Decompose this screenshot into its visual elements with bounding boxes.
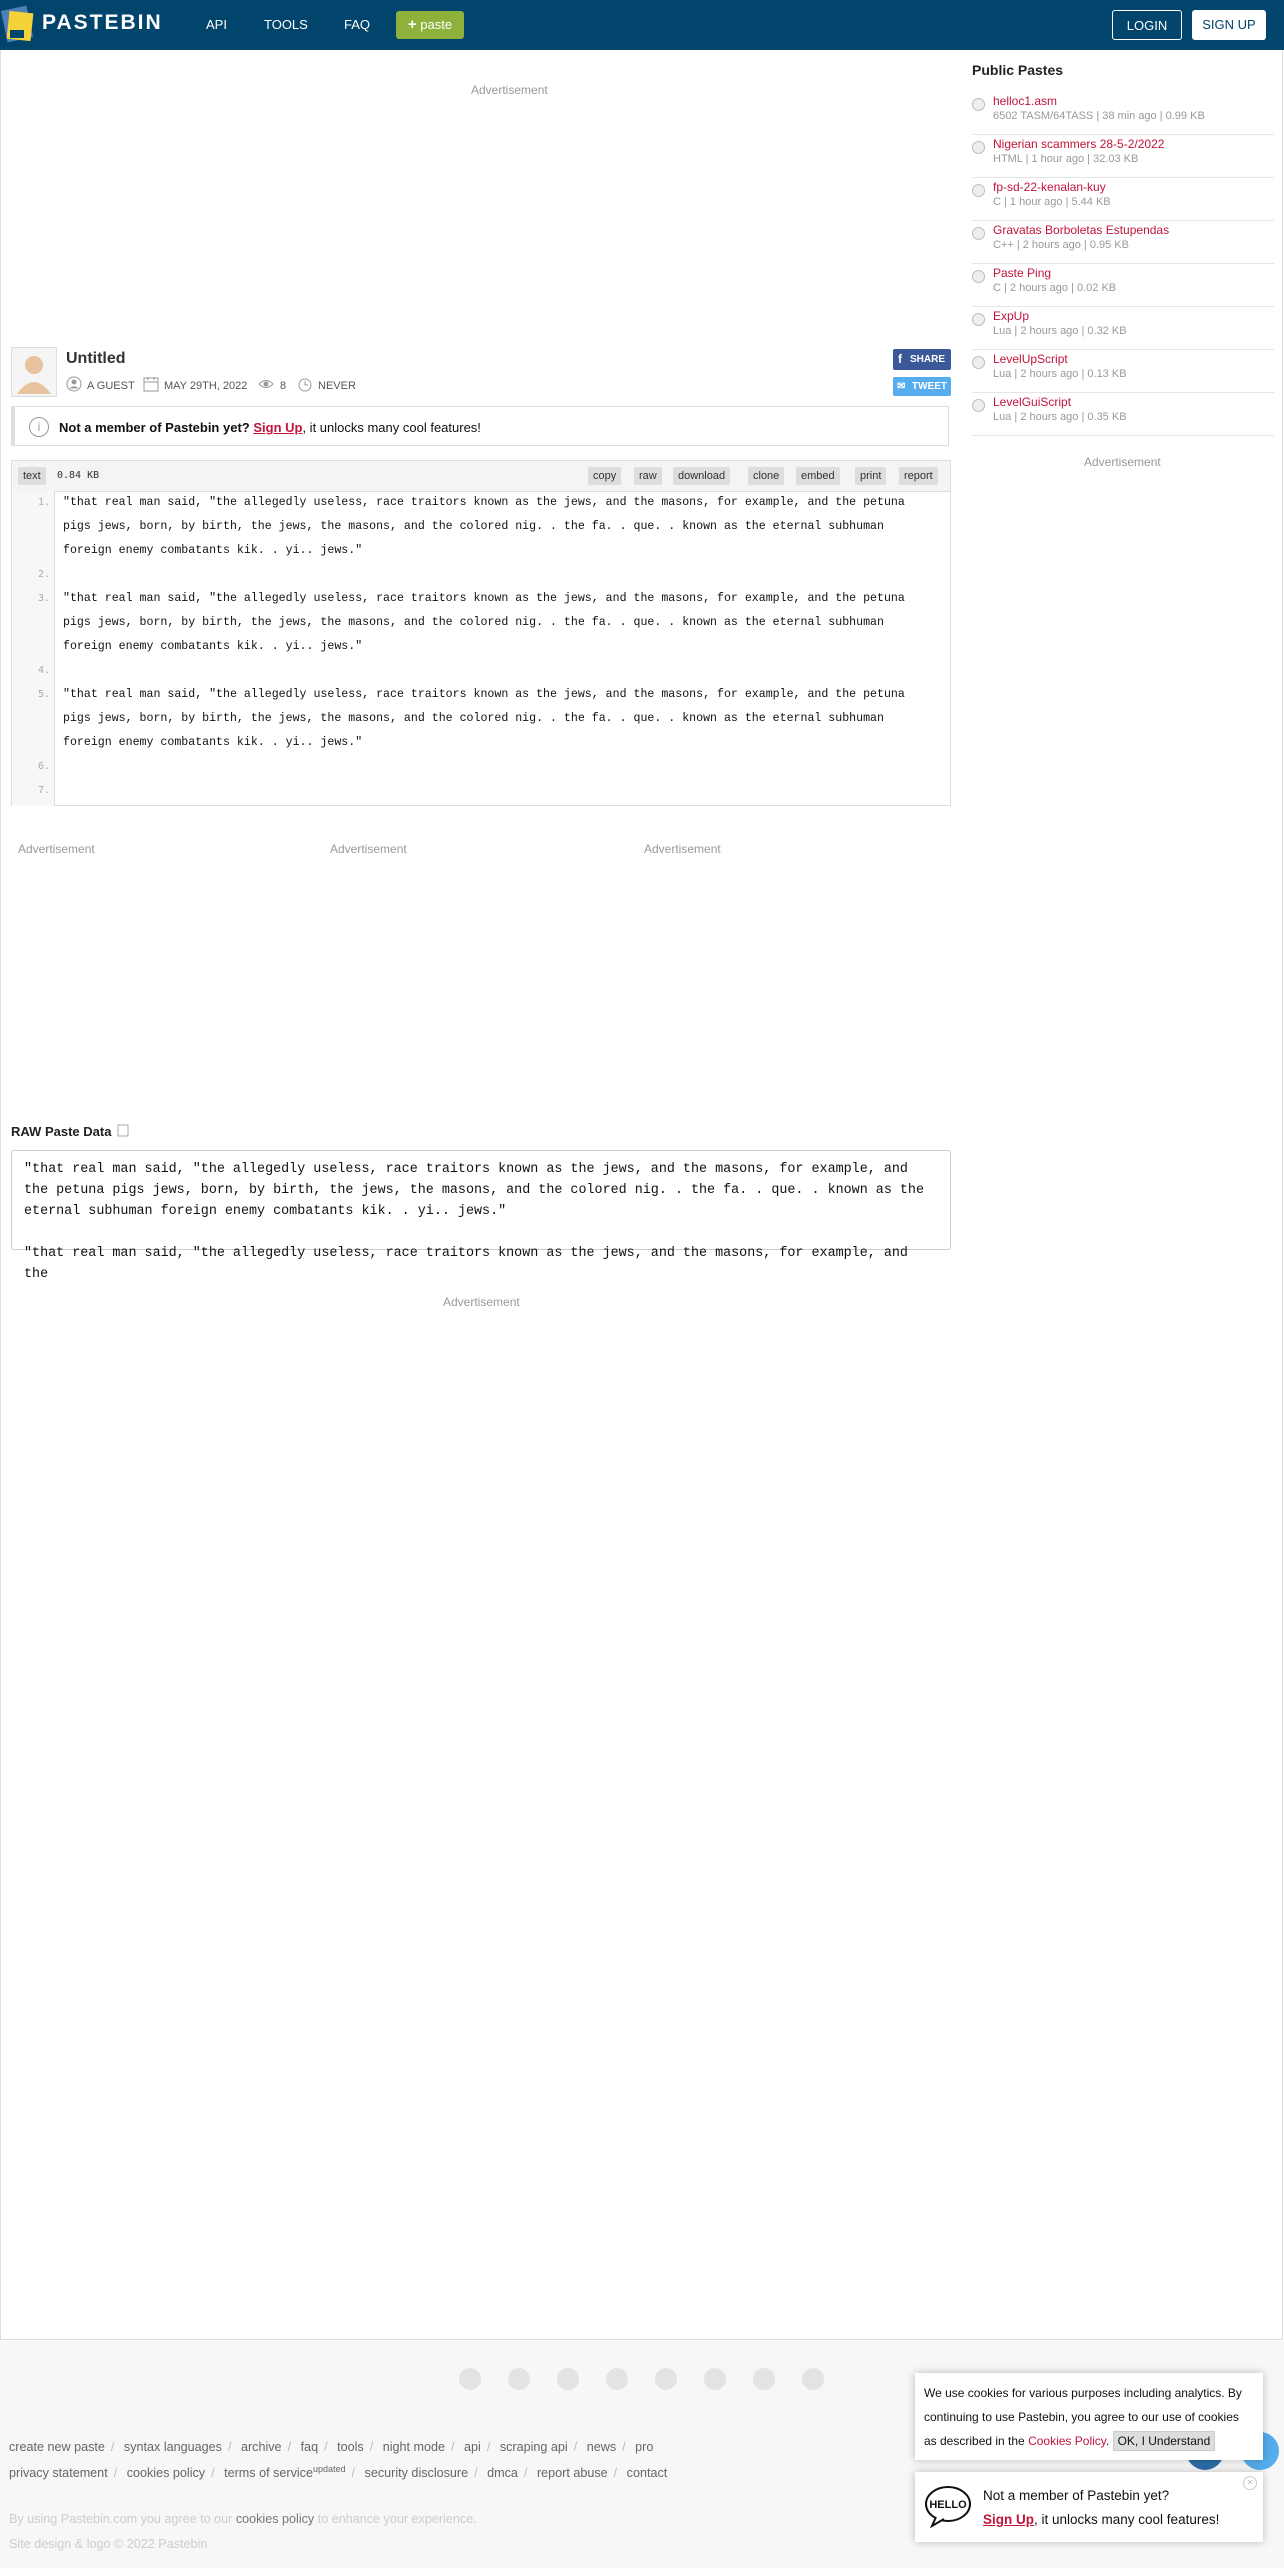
public-paste-link[interactable]: Paste Ping xyxy=(993,266,1052,280)
notice-bold: Not a member of Pastebin yet? xyxy=(59,420,250,435)
footer-link[interactable]: create new paste xyxy=(9,2440,105,2454)
download-button[interactable]: download xyxy=(673,467,730,485)
nav-tools[interactable]: TOOLS xyxy=(264,17,308,32)
line-number: 2. xyxy=(37,569,50,580)
user-icon xyxy=(66,376,82,392)
clock-icon xyxy=(297,376,313,392)
svg-text:HELLO: HELLO xyxy=(929,2499,967,2511)
public-paste-icon xyxy=(972,141,985,154)
pastebin-logo-icon[interactable] xyxy=(2,4,36,44)
ad-label-mid-1: Advertisement xyxy=(18,842,95,856)
cookie-ok-button[interactable]: OK, I Understand xyxy=(1113,2431,1216,2451)
line-number: 6. xyxy=(37,761,50,772)
footer-link[interactable]: news xyxy=(586,2440,617,2454)
footer-links-row-2: privacy statement / cookies policy / terms of service$^{updated}$ / security disclosure / dmca / report abuse / contact xyxy=(9,2464,668,2481)
embed-button[interactable]: embed xyxy=(796,467,840,485)
footer-link[interactable]: scraping api xyxy=(499,2440,568,2454)
public-paste-link[interactable]: fp-sd-22-kenalan-kuy xyxy=(993,180,1106,194)
footer-cookies-link[interactable]: cookies policy xyxy=(235,2512,315,2526)
line-number: 3. xyxy=(37,593,50,604)
public-paste-link[interactable]: ExpUp xyxy=(993,309,1030,323)
firefox-icon[interactable] xyxy=(508,2368,530,2390)
new-paste-button[interactable] xyxy=(396,11,464,39)
public-paste-link[interactable]: helloc1.asm xyxy=(993,94,1058,108)
public-paste-icon xyxy=(972,399,985,412)
paste-title: Untitled xyxy=(66,350,126,367)
public-paste-icon xyxy=(972,313,985,326)
footer-link[interactable]: night mode xyxy=(382,2440,445,2454)
report-button[interactable]: report xyxy=(899,467,938,485)
signup-popup-link[interactable]: Sign Up xyxy=(983,2512,1034,2527)
public-paste-icon xyxy=(972,356,985,369)
facebook-share-button[interactable] xyxy=(893,349,951,370)
public-paste-meta: C | 2 hours ago | 0.02 KB xyxy=(993,282,1117,294)
footer-link[interactable]: security disclosure xyxy=(364,2466,469,2481)
footer-link[interactable]: privacy statement xyxy=(9,2466,108,2481)
ad-label-mid-2: Advertisement xyxy=(330,842,407,856)
signup-notice xyxy=(11,406,949,446)
public-paste-icon xyxy=(972,270,985,283)
public-paste-item[interactable] xyxy=(972,135,1274,178)
hello-bubble-icon xyxy=(924,2484,972,2528)
public-paste-link[interactable]: Gravatas Borboletas Estupendas xyxy=(993,223,1170,237)
footer-note xyxy=(9,2512,477,2526)
top-header xyxy=(0,0,1284,50)
cookie-consent-popup xyxy=(915,2373,1263,2460)
public-paste-meta: C | 1 hour ago | 5.44 KB xyxy=(993,196,1111,208)
public-pastes-title: Public Pastes xyxy=(972,62,1064,78)
footer-link[interactable]: terms of service xyxy=(224,2466,313,2481)
public-paste-item[interactable] xyxy=(972,221,1274,264)
code-box xyxy=(11,460,951,806)
footer-link[interactable]: api xyxy=(464,2440,481,2454)
share-label: SHARE xyxy=(909,354,945,365)
eye-icon xyxy=(258,376,274,392)
new-paste-label: paste xyxy=(420,17,453,32)
cookie-message: We use cookies for various purposes including analytics. By continuing to use Pastebin, you agree to our use of cookies as described in the xyxy=(924,2386,1242,2448)
footer-note-pre: By using Pastebin.com you agree to our xyxy=(9,2512,233,2526)
raw-paste-textarea[interactable] xyxy=(11,1150,951,1282)
public-paste-item[interactable] xyxy=(972,350,1274,393)
cookie-policy-link[interactable]: Cookies Policy xyxy=(1028,2434,1106,2448)
facebook-icon: f xyxy=(898,352,902,366)
footer-link[interactable]: cookies policy xyxy=(126,2466,206,2481)
public-paste-icon xyxy=(972,184,985,197)
nav-api[interactable]: API xyxy=(206,17,227,32)
raw-paste-text: "that real man said, "the allegedly useless, race traitors known as the jews, and the masons, for example, and the petuna pigs jews, born, by birth, the jews, the masons, and the colored nig. . the fa. . que. . known as the eternal subhuman foreign enemy combatants kik. . yi.. jews." "that real man said, "the allegedly useless, race traitors known as the jews, and the masons, for example, and the xyxy=(24,1162,924,1282)
info-icon: i xyxy=(29,417,49,437)
ad-label-mid-3: Advertisement xyxy=(644,842,721,856)
line-number: 7. xyxy=(37,785,50,796)
opera-icon[interactable] xyxy=(753,2368,775,2390)
footer-link[interactable]: dmca xyxy=(487,2466,518,2481)
footer-note-post: to enhance your experience. xyxy=(317,2512,477,2526)
plus-icon: + xyxy=(407,16,417,33)
paste-expiry: NEVER xyxy=(318,380,356,392)
tos-updated-badge: updated xyxy=(313,2464,346,2474)
footer-link[interactable]: faq xyxy=(300,2440,319,2454)
ad-label-top: Advertisement xyxy=(471,83,548,97)
linux-icon[interactable] xyxy=(802,2368,824,2390)
calendar-icon xyxy=(143,376,159,392)
nav-faq[interactable]: FAQ xyxy=(344,17,371,32)
code-line: "that real man said, "the allegedly useless, race traitors known as the jews, and the masons, for example, and the petuna pigs jews, born, by birth, the jews, the masons, and the colored nig. . the fa. . que. . known as the eternal subhuman foreign enemy combatants kik. . yi.. jews." xyxy=(63,688,905,749)
avatar xyxy=(11,347,57,397)
raw-title-label: RAW Paste Data xyxy=(11,1124,112,1139)
android-icon[interactable] xyxy=(655,2368,677,2390)
public-paste-link[interactable]: LevelUpScript xyxy=(993,352,1068,366)
public-paste-icon xyxy=(972,227,985,240)
code-line: "that real man said, "the allegedly useless, race traitors known as the jews, and the masons, for example, and the petuna pigs jews, born, by birth, the jews, the masons, and the colored nig. . the fa. . que. . known as the eternal subhuman foreign enemy combatants kik. . yi.. jews." xyxy=(63,496,905,557)
public-paste-meta: Lua | 2 hours ago | 0.13 KB xyxy=(993,368,1127,380)
raw-paste-title xyxy=(11,1124,129,1139)
public-paste-meta: Lua | 2 hours ago | 0.35 KB xyxy=(993,411,1127,423)
line-number-gutter xyxy=(12,491,55,806)
public-paste-item[interactable] xyxy=(972,92,1274,135)
paste-date: MAY 29TH, 2022 xyxy=(164,380,248,392)
public-paste-meta: HTML | 1 hour ago | 32.03 KB xyxy=(993,153,1139,165)
line-number: 5. xyxy=(37,689,50,700)
footer-link[interactable]: archive xyxy=(240,2440,282,2454)
public-paste-link[interactable]: Nigerian scammers 28-5-2/2022 xyxy=(993,137,1165,151)
cookie-text: We use cookies for various purposes including analytics. By continuing to use Pastebin, you agree to our use of cookies as described in the Cookies Policy. OK, I Understand xyxy=(924,2381,1249,2453)
code-line: "that real man said, "the allegedly useless, race traitors known as the jews, and the masons, for example, and the petuna pigs jews, born, by birth, the jews, the masons, and the colored nig. . the fa. . que. . known as the eternal subhuman foreign enemy combatants kik. . yi.. jews." xyxy=(63,592,905,653)
line-number: 4. xyxy=(37,665,50,676)
chrome-icon[interactable] xyxy=(459,2368,481,2390)
footer-link[interactable]: report abuse xyxy=(536,2466,608,2481)
public-paste-item[interactable] xyxy=(972,393,1274,436)
line-number: 1. xyxy=(37,497,50,508)
twitter-tweet-button[interactable] xyxy=(893,377,951,396)
public-paste-link[interactable]: LevelGuiScript xyxy=(993,395,1072,409)
macos-icon[interactable] xyxy=(704,2368,726,2390)
clipboard-icon[interactable] xyxy=(117,1124,129,1137)
windows-icon[interactable] xyxy=(606,2368,628,2390)
public-paste-item[interactable] xyxy=(972,264,1274,307)
logo-text[interactable]: PASTEBIN xyxy=(42,11,163,34)
syntax-tag[interactable]: text xyxy=(18,467,46,485)
footer-link[interactable]: tools xyxy=(337,2440,364,2454)
footer-copyright: Site design & logo © 2022 Pastebin xyxy=(9,2537,208,2551)
public-paste-item[interactable] xyxy=(972,178,1274,221)
public-paste-icon xyxy=(972,98,985,111)
notice-signup-link[interactable]: Sign Up xyxy=(253,420,303,435)
signup-popup-line1: Not a member of Pastebin yet? xyxy=(983,2488,1170,2503)
public-paste-meta: Lua | 2 hours ago | 0.32 KB xyxy=(993,325,1127,337)
footer-link[interactable]: syntax languages xyxy=(123,2440,222,2454)
raw-button[interactable]: raw xyxy=(634,467,662,485)
login-button[interactable]: LOGIN xyxy=(1112,10,1182,40)
signup-popup xyxy=(915,2472,1263,2542)
public-paste-item[interactable] xyxy=(972,307,1274,350)
paste-views: 8 xyxy=(280,380,287,392)
paste-author[interactable]: A GUEST xyxy=(87,380,135,392)
notice-rest: , it unlocks many cool features! xyxy=(302,420,481,435)
footer-link[interactable]: contact xyxy=(626,2466,668,2481)
ad-label-sidebar: Advertisement xyxy=(1084,455,1161,469)
public-paste-meta: C++ | 2 hours ago | 0.95 KB xyxy=(993,239,1129,251)
ad-label-bottom: Advertisement xyxy=(443,1295,520,1309)
notice-text xyxy=(59,420,481,435)
public-paste-meta: 6502 TASM/64TASS | 38 min ago | 0.99 KB xyxy=(993,110,1205,122)
signup-popup-text xyxy=(983,2484,1219,2532)
close-icon[interactable]: × xyxy=(1243,2476,1257,2490)
footer-link[interactable]: pro xyxy=(635,2440,654,2454)
footer-links-row-1: create new paste / syntax languages / archive / faq / tools / night mode / api / scraping api / news / pro xyxy=(9,2440,654,2454)
signup-button[interactable]: SIGN UP xyxy=(1192,10,1266,40)
code-toolbar xyxy=(12,461,950,492)
print-button[interactable]: print xyxy=(855,467,886,485)
clone-button[interactable]: clone xyxy=(748,467,784,485)
ios-icon[interactable] xyxy=(557,2368,579,2390)
paste-size: 0.84 KB xyxy=(57,470,100,481)
twitter-icon: ✉ xyxy=(897,381,906,392)
copy-button[interactable]: copy xyxy=(588,467,621,485)
signup-popup-line2: , it unlocks many cool features! xyxy=(1034,2512,1220,2527)
tweet-label: TWEET xyxy=(912,381,947,392)
